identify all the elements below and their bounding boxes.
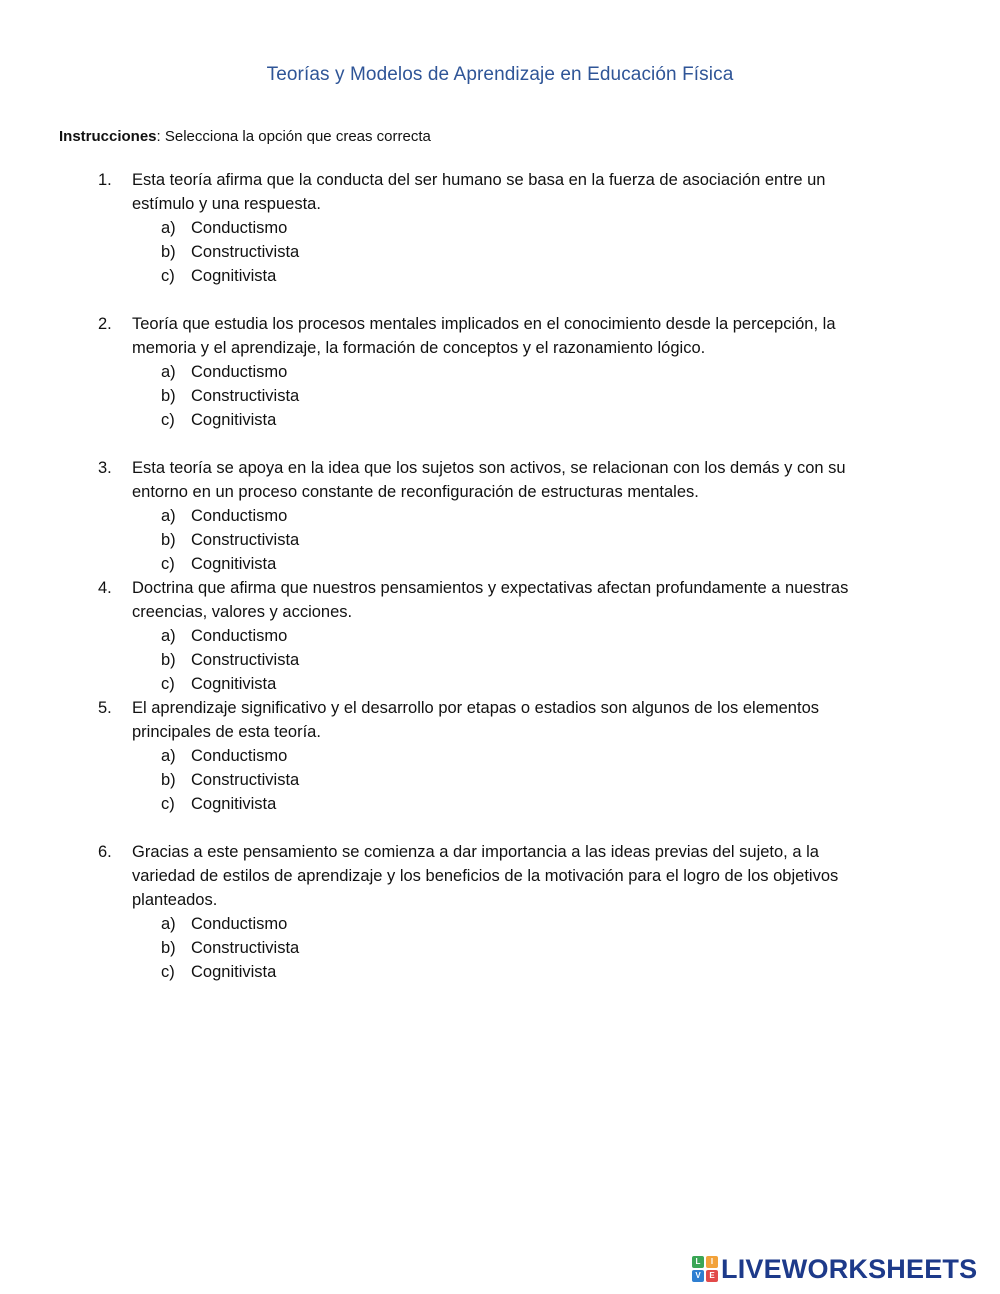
question-line: memoria y el aprendizaje, la formación de conceptos y el razonamiento lógico. <box>132 339 706 357</box>
question-line: estímulo y una respuesta. <box>132 195 321 213</box>
page-title: Teorías y Modelos de Aprendizaje en Educación Física <box>266 64 734 85</box>
option-letter: b) <box>161 939 176 957</box>
option-c[interactable] <box>0 408 1000 432</box>
option-letter: c) <box>161 795 175 813</box>
question-text <box>132 456 922 504</box>
question-5 <box>0 696 1000 816</box>
question-line: Gracias a este pensamiento se comienza a dar importancia a las ideas previas del sujeto, a la <box>132 843 819 861</box>
option-letter: b) <box>161 531 176 549</box>
option-letter: b) <box>161 387 176 405</box>
option-letter: a) <box>161 507 176 525</box>
liveworksheets-logo-icon <box>692 1256 718 1282</box>
option-label: Conductismo <box>191 627 288 645</box>
option-letter: a) <box>161 747 176 765</box>
option-label: Constructivista <box>191 939 300 957</box>
logo-mark-letter: E <box>706 1270 718 1282</box>
question-number: 5. <box>98 699 112 717</box>
option-letter: c) <box>161 963 175 981</box>
question-line: creencias, valores y acciones. <box>132 603 353 621</box>
question-text <box>132 312 922 360</box>
option-a[interactable] <box>0 216 1000 240</box>
option-letter: a) <box>161 627 176 645</box>
question-text <box>132 168 922 216</box>
liveworksheets-logo[interactable] <box>692 1253 977 1285</box>
option-label: Constructivista <box>191 651 300 669</box>
option-c[interactable] <box>0 960 1000 984</box>
option-label: Cognitivista <box>191 267 277 285</box>
question-line: variedad de estilos de aprendizaje y los beneficios de la motivación para el logro de los objetivos <box>132 867 839 885</box>
instructions-label: Instrucciones <box>59 128 157 145</box>
question-line: El aprendizaje significativo y el desarrollo por etapas o estadios son algunos de los elementos <box>132 699 819 717</box>
option-a[interactable] <box>0 360 1000 384</box>
option-a[interactable] <box>0 912 1000 936</box>
question-line: principales de esta teoría. <box>132 723 321 741</box>
option-b[interactable] <box>0 384 1000 408</box>
option-c[interactable] <box>0 552 1000 576</box>
question-line: Doctrina que afirma que nuestros pensamientos y expectativas afectan profundamente a nuestras <box>132 579 849 597</box>
option-label: Constructivista <box>191 387 300 405</box>
option-label: Constructivista <box>191 771 300 789</box>
instructions <box>59 128 431 145</box>
option-letter: b) <box>161 771 176 789</box>
option-b[interactable] <box>0 240 1000 264</box>
question-6 <box>0 840 1000 984</box>
option-label: Conductismo <box>191 507 288 525</box>
question-4 <box>0 576 1000 696</box>
option-a[interactable] <box>0 624 1000 648</box>
option-label: Conductismo <box>191 747 288 765</box>
option-letter: b) <box>161 243 176 261</box>
question-3 <box>0 456 1000 576</box>
option-b[interactable] <box>0 768 1000 792</box>
question-line: Esta teoría afirma que la conducta del ser humano se basa en la fuerza de asociación entre un <box>132 171 826 189</box>
logo-text: LIVEWORKSHEETS <box>721 1253 978 1284</box>
option-c[interactable] <box>0 672 1000 696</box>
question-2 <box>0 312 1000 432</box>
option-letter: a) <box>161 363 176 381</box>
question-line: Esta teoría se apoya en la idea que los sujetos son activos, se relacionan con los demás y con su <box>132 459 846 477</box>
option-letter: c) <box>161 555 175 573</box>
option-letter: c) <box>161 675 175 693</box>
question-line: Teoría que estudia los procesos mentales implicados en el conocimiento desde la percepción, la <box>132 315 836 333</box>
option-letter: c) <box>161 411 175 429</box>
question-number: 1. <box>98 171 112 189</box>
question-1 <box>0 168 1000 288</box>
question-line: entorno en un proceso constante de reconfiguración de estructuras mentales. <box>132 483 699 501</box>
question-list <box>0 168 1000 984</box>
option-b[interactable] <box>0 648 1000 672</box>
question-line: planteados. <box>132 891 218 909</box>
instructions-text: : Selecciona la opción que creas correcta <box>156 128 431 145</box>
option-label: Cognitivista <box>191 963 277 981</box>
question-text <box>132 576 922 624</box>
option-c[interactable] <box>0 792 1000 816</box>
option-label: Cognitivista <box>191 795 277 813</box>
option-label: Conductismo <box>191 915 288 933</box>
question-text <box>132 840 922 912</box>
option-label: Conductismo <box>191 219 288 237</box>
option-label: Constructivista <box>191 531 300 549</box>
option-letter: c) <box>161 267 175 285</box>
option-label: Cognitivista <box>191 555 277 573</box>
logo-mark-letter: L <box>692 1256 704 1268</box>
question-number: 2. <box>98 315 112 333</box>
option-label: Cognitivista <box>191 411 277 429</box>
option-label: Constructivista <box>191 243 300 261</box>
option-a[interactable] <box>0 744 1000 768</box>
option-label: Conductismo <box>191 363 288 381</box>
option-letter: b) <box>161 651 176 669</box>
option-label: Cognitivista <box>191 675 277 693</box>
question-text <box>132 696 922 744</box>
logo-mark-letter: I <box>706 1256 718 1268</box>
option-a[interactable] <box>0 504 1000 528</box>
logo-mark-letter: V <box>692 1270 704 1282</box>
question-number: 6. <box>98 843 112 861</box>
option-letter: a) <box>161 915 176 933</box>
option-b[interactable] <box>0 528 1000 552</box>
option-c[interactable] <box>0 264 1000 288</box>
option-b[interactable] <box>0 936 1000 960</box>
question-number: 4. <box>98 579 112 597</box>
option-letter: a) <box>161 219 176 237</box>
question-number: 3. <box>98 459 112 477</box>
